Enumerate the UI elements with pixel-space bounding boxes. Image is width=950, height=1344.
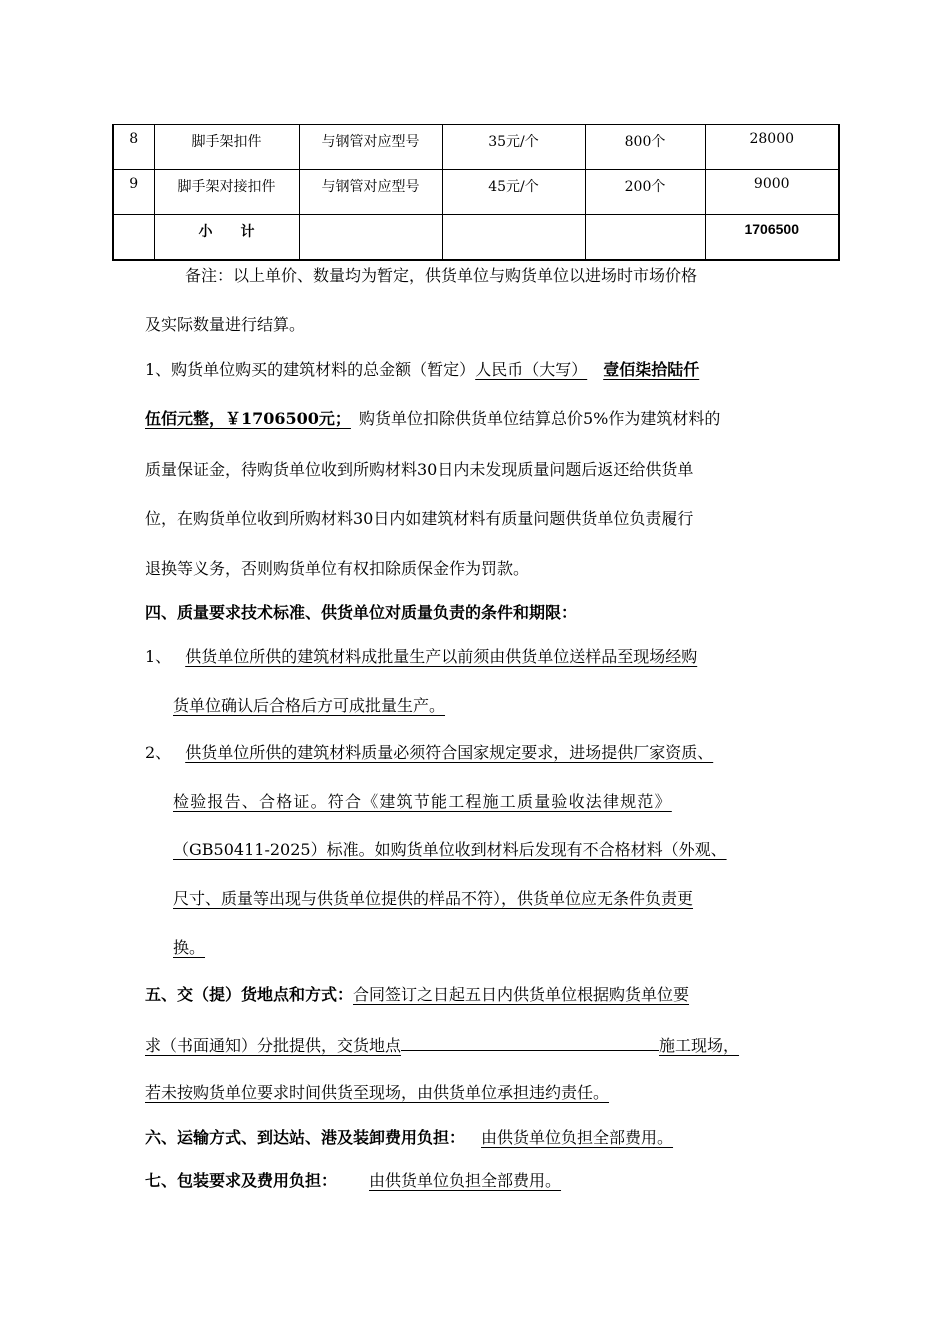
empty-cell (442, 215, 585, 260)
section-6-heading: 六、运输方式、到达站、港及装卸费用负担： (145, 1128, 466, 1147)
section-4-item-2-line-3: （GB50411-2025）标准。如购货单位收到材料后发现有不合格材料（外观、 (173, 840, 727, 859)
section-7-text: 由供货单位负担全部费用。 (369, 1171, 562, 1190)
amount-words-label: 人民币（大写） (475, 360, 588, 379)
item-number: 1、 (145, 647, 172, 666)
delivery-location-blank (401, 1032, 659, 1051)
section-4-item-1-line-1 (145, 645, 835, 669)
section-7-line (145, 1169, 835, 1193)
table-row (113, 170, 839, 215)
section-4-item-2-line-1 (145, 741, 835, 765)
item-quantity: 800个 (585, 125, 705, 170)
clause-1-line-1 (145, 358, 835, 382)
item-quantity: 200个 (585, 170, 705, 215)
item-name: 脚手架扣件 (154, 125, 299, 170)
section-5-heading: 五、交（提）货地点和方式： (145, 985, 354, 1004)
remark-line-2: 及实际数量进行结算。 (145, 315, 306, 334)
item-amount: 9000 (705, 170, 839, 215)
section-6-text: 由供货单位负担全部费用。 (481, 1128, 674, 1147)
clause-1-line-2 (145, 407, 835, 431)
section-4-item-1-line-2: 货单位确认后合格后方可成批量生产。 (173, 696, 446, 715)
amount-words-value: 壹佰柒拾陆仟 (603, 360, 700, 379)
delivery-location: 施工现场， (659, 1036, 740, 1055)
row-number: 9 (113, 170, 154, 215)
item-number: 2、 (145, 743, 172, 762)
clause-1-line-3: 质量保证金，待购货单位收到所购材料30日内未发现质量问题后返还给供货单 (145, 460, 694, 479)
section-4-heading: 四、质量要求技术标准、供货单位对质量负责的条件和期限： (145, 603, 578, 622)
empty-cell (585, 215, 705, 260)
empty-cell (113, 215, 154, 260)
item-name: 脚手架对接扣件 (154, 170, 299, 215)
section-4-item-2-line-4: 尺寸、质量等出现与供货单位提供的样品不符），供货单位应无条件负责更 (173, 889, 694, 908)
item-price: 45元/个 (442, 170, 585, 215)
section-5-line-2 (145, 1032, 835, 1058)
item-amount: 28000 (705, 125, 839, 170)
subtotal-row (113, 215, 839, 260)
clause-1-line-5: 退换等义务，否则购货单位有权扣除质保金作为罚款。 (145, 559, 530, 578)
remark-line-1: 备注：以上单价、数量均为暂定，供货单位与购货单位以进场时市场价格 (185, 266, 698, 285)
section-7-heading: 七、包装要求及费用负担： (145, 1171, 338, 1190)
empty-cell (299, 215, 442, 260)
clause-1-prefix: 1、购货单位购买的建筑材料的总金额（暂定） (145, 360, 476, 379)
section-5-text: 合同签订之日起五日内供货单位根据购货单位要 (353, 985, 690, 1004)
item-text: 供货单位所供的建筑材料质量必须符合国家规定要求，进场提供厂家资质、 (185, 743, 714, 762)
clause-1-line-2-rest: 购货单位扣除供货单位结算总价5%作为建筑材料的 (358, 409, 721, 428)
section-5-line-1 (145, 983, 835, 1007)
item-price: 35元/个 (442, 125, 585, 170)
clause-1-line-4: 位，在购货单位收到所购材料30日内如建筑材料有质量问题供货单位负责履行 (145, 509, 694, 528)
section-5-line-3: 若未按购货单位要求时间供货至现场，由供货单位承担违约责任。 (145, 1083, 610, 1102)
delivery-text: 求（书面通知）分批提供，交货地点 (145, 1036, 402, 1055)
section-4-item-2-line-2: 检验报告、合格证。符合《建筑节能工程施工质量验收法律规范》 (173, 792, 672, 811)
item-spec: 与钢管对应型号 (299, 170, 442, 215)
table-row (113, 125, 839, 170)
item-text: 供货单位所供的建筑材料成批量生产以前须由供货单位送样品至现场经购 (185, 647, 698, 666)
materials-table (112, 124, 840, 261)
amount-total: 伍佰元整，￥1706500元； (145, 409, 351, 428)
row-number: 8 (113, 125, 154, 170)
section-6-line (145, 1126, 835, 1150)
section-4-item-2-line-5: 换。 (173, 938, 206, 957)
subtotal-label: 小 计 (154, 215, 299, 260)
subtotal-value: 1706500 (705, 215, 839, 260)
item-spec: 与钢管对应型号 (299, 125, 442, 170)
